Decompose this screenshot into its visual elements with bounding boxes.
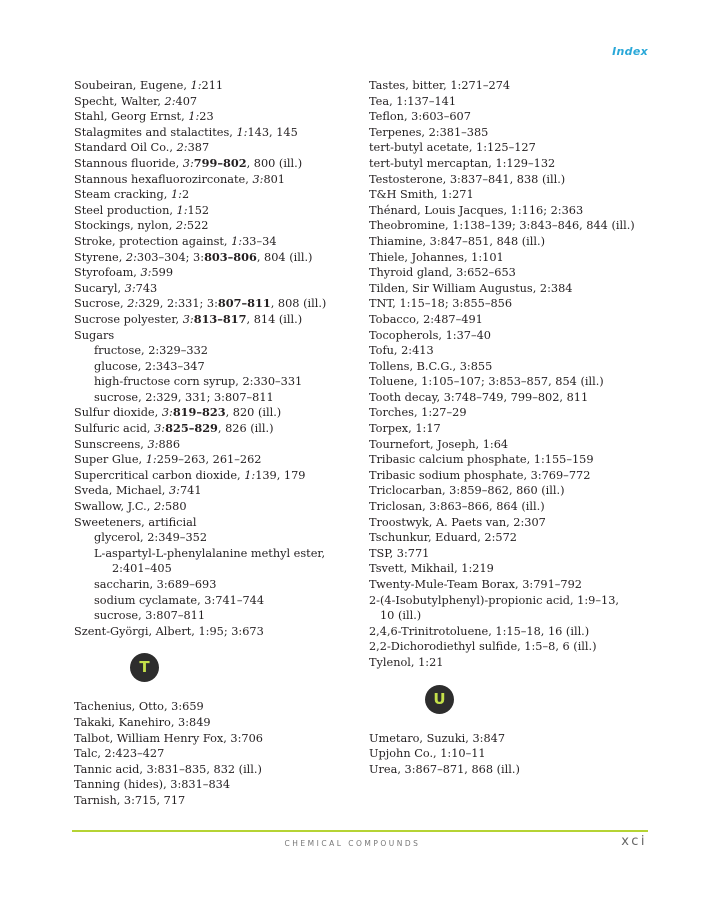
index-entry: Talbot, William Henry Fox, 3:706 (74, 731, 263, 745)
entry-rest: , 804 (ill.) (256, 250, 313, 264)
entry-vol: 3: (154, 422, 166, 436)
index-entry: Theobromine, 1:138–139; 3:843–846, 844 (ill.) (369, 219, 635, 233)
index-entry: Szent-Györgi, Albert, 1:95; 3:673 (74, 624, 264, 638)
index-entry: Tilden, Sir William Augustus, 2:384 (369, 281, 573, 295)
index-entry (74, 437, 359, 453)
index-entry (74, 483, 359, 499)
entry-vol: 3: (168, 484, 180, 498)
index-entry: 2,2-Dichorodiethyl sulfide, 1:5–8, 6 (ill.) (369, 640, 597, 654)
index-entry (74, 125, 359, 141)
index-entry: Tanning (hides), 3:831–834 (74, 778, 231, 792)
index-entry: Tofu, 2:413 (369, 344, 434, 358)
index-entry: Thiamine, 3:847–851, 848 (ill.) (369, 234, 545, 248)
index-entry: tert-butyl acetate, 1:125–127 (369, 141, 536, 155)
index-entry (74, 172, 359, 188)
letter-badge: U (425, 685, 454, 714)
entry-rest: , 800 (ill.) (246, 156, 303, 170)
index-entry: Twenty-Mule-Team Borax, 3:791–792 (369, 578, 582, 591)
entry-name: Stannous fluoride, (74, 156, 183, 170)
index-entry: Thiele, Johannes, 1:101 (369, 250, 504, 264)
index-entry: Tachenius, Otto, 3:659 (74, 700, 204, 714)
index-entry: Talc, 2:423–427 (74, 747, 165, 761)
entry-vol: 2: (164, 94, 176, 108)
index-entry: Tribasic sodium phosphate, 3:769–772 (369, 468, 591, 482)
entry-vol: 1: (145, 453, 157, 467)
index-heading: Sweeteners, artificial (74, 515, 197, 529)
entry-pages: 599 (151, 266, 174, 280)
entry-pages: 152 (187, 203, 210, 217)
entry-name: Stalagmites and stalactites, (74, 125, 237, 139)
entry-vol: 1: (170, 188, 182, 202)
index-entry: Tarnish, 3:715, 717 (74, 793, 186, 807)
entry-name: Sucaryl, (74, 281, 125, 295)
index-entry (74, 78, 359, 94)
index-entry: Testosterone, 3:837–841, 838 (ill.) (369, 172, 566, 186)
entry-name: Styrofoam, (74, 266, 141, 280)
footer-rule (72, 830, 648, 832)
entry-pages: 387 (187, 141, 210, 155)
entry-pages: 23 (199, 110, 214, 124)
entry-pages: 2 (181, 188, 190, 202)
entry-name: Sucrose polyester, (74, 312, 183, 326)
index-heading: Sugars (74, 328, 115, 342)
entry-pages: 522 (186, 219, 209, 233)
entry-vol: 1: (236, 125, 248, 139)
entry-name: Standard Oil Co., (74, 141, 177, 155)
entry-pages: 33–34 (242, 234, 277, 248)
index-entry (74, 109, 359, 125)
index-subentry: saccharin, 3:689–693 (94, 578, 217, 591)
entry-vol: 2: (175, 219, 187, 233)
index-entry (74, 234, 359, 250)
entry-vol: 1: (190, 79, 202, 92)
index-entry: Torches, 1:27–29 (369, 406, 467, 420)
entry-bold: 803–806 (204, 249, 257, 264)
entry-name: Stahl, Georg Ernst, (74, 110, 189, 124)
entry-name: Steel production, (74, 203, 177, 217)
entry-vol: 3: (147, 437, 159, 451)
index-entry: Troostwyk, A. Paets van, 2:307 (369, 515, 546, 529)
index-continuation: 10 (ill.) (380, 609, 422, 623)
index-subentry: sucrose, 2:329, 331; 3:807–811 (94, 390, 274, 404)
letter-badge: T (130, 653, 159, 682)
entry-pages: 303–304; 3: (136, 250, 205, 264)
entry-pages: 211 (201, 79, 224, 92)
entry-name: Specht, Walter, (74, 94, 165, 108)
entry-pages: 886 (158, 437, 181, 451)
index-entry: Umetaro, Suzuki, 3:847 (369, 731, 506, 745)
index-entry: Tocopherols, 1:37–40 (369, 328, 491, 342)
page-number: xci (621, 834, 647, 849)
index-subentry: high-fructose corn syrup, 2:330–331 (94, 375, 303, 389)
entry-name: Sulfuric acid, (74, 422, 155, 436)
index-entry: Tannic acid, 3:831–835, 832 (ill.) (74, 762, 262, 776)
entry-pages: 743 (135, 281, 158, 295)
footer-title: CHEMICAL COMPOUNDS (284, 839, 421, 848)
index-entry: Tsvett, Mikhail, 1:219 (369, 562, 494, 576)
index-entry (74, 312, 359, 328)
entry-name: Sucrose, (74, 297, 128, 311)
index-subentry: glycerol, 2:349–352 (94, 531, 208, 545)
index-entry: Urea, 3:867–871, 868 (ill.) (369, 762, 520, 776)
entry-name: Stannous hexafluorozirconate, (74, 172, 253, 186)
entry-vol: 3: (124, 281, 136, 295)
entry-name: Styrene, (74, 250, 126, 264)
entry-name: Swallow, J.C., (74, 500, 154, 514)
index-entry (74, 140, 359, 156)
index-entry (74, 94, 359, 110)
index-entry: Torpex, 1:17 (369, 422, 441, 436)
index-entry (74, 405, 359, 421)
index-entry: Terpenes, 2:381–385 (369, 125, 489, 139)
index-entry: TNT, 1:15–18; 3:855–856 (369, 297, 513, 311)
entry-name: Sveda, Michael, (74, 484, 169, 498)
index-entry (74, 421, 359, 437)
index-entry: Tooth decay, 3:748–749, 799–802, 811 (369, 390, 589, 404)
entry-pages: 580 (164, 500, 187, 514)
index-entry: Teflon, 3:603–607 (369, 110, 471, 124)
index-entry (74, 187, 359, 203)
index-subentry: sodium cyclamate, 3:741–744 (94, 593, 265, 607)
index-entry: Triclocarban, 3:859–862, 860 (ill.) (369, 484, 565, 498)
entry-vol: 1: (176, 203, 188, 217)
index-column-left (74, 78, 359, 809)
entry-name: Stroke, protection against, (74, 234, 232, 248)
index-entry (74, 452, 359, 468)
index-entry (74, 156, 359, 172)
entry-bold: 807–811 (217, 296, 271, 311)
entry-vol: 1: (188, 110, 200, 124)
index-entry: T&H Smith, 1:271 (369, 188, 474, 202)
index-subentry: glucose, 2:343–347 (94, 359, 205, 373)
entry-vol: 2: (127, 297, 139, 311)
entry-pages: 329, 2:331; 3: (138, 297, 218, 311)
entry-pages: 259–263, 261–262 (156, 453, 262, 467)
index-column-right (369, 78, 659, 777)
entry-vol: 3: (182, 156, 194, 170)
entry-vol: 2: (125, 250, 137, 264)
entry-pages: 741 (179, 484, 202, 498)
entry-rest: , 808 (ill.) (270, 297, 327, 311)
entry-pages: 801 (263, 172, 285, 186)
index-entry: Tribasic calcium phosphate, 1:155–159 (369, 453, 594, 467)
entry-vol: 2: (176, 141, 188, 155)
index-entry (74, 203, 359, 219)
index-entry (74, 296, 359, 312)
index-entry (74, 281, 359, 297)
running-header: Index (612, 45, 648, 58)
index-entry (74, 468, 359, 484)
entry-vol: 2: (153, 500, 165, 514)
index-entry: Tobacco, 2:487–491 (369, 312, 483, 326)
entry-vol: 3: (140, 266, 152, 280)
entry-bold: 825–829 (165, 421, 218, 436)
index-entry: Takaki, Kanehiro, 3:849 (74, 715, 211, 729)
index-entry: tert-butyl mercaptan, 1:129–132 (369, 156, 556, 170)
index-entry: Tournefort, Joseph, 1:64 (369, 437, 509, 451)
index-entry: Thyroid gland, 3:652–653 (369, 266, 516, 280)
index-entry (74, 499, 359, 515)
index-entry: Upjohn Co., 1:10–11 (369, 747, 486, 761)
entry-name: Soubeiran, Eugene, (74, 79, 191, 92)
entry-vol: 1: (231, 234, 243, 248)
entry-pages: 143, 145 (247, 125, 298, 139)
index-entry: Tylenol, 1:21 (369, 655, 444, 669)
index-subentry: L-aspartyl-L-phenylalanine methyl ester, (94, 546, 326, 560)
entry-name: Sulfur dioxide, (74, 406, 162, 420)
entry-name: Super Glue, (74, 453, 146, 467)
index-continuation: 2:401–405 (112, 562, 172, 576)
entry-name: Supercritical carbon dioxide, (74, 468, 245, 482)
entry-pages: 407 (175, 94, 198, 108)
index-entry: Toluene, 1:105–107; 3:853–857, 854 (ill.) (369, 375, 604, 389)
entry-name: Stockings, nylon, (74, 219, 176, 233)
index-entry: Tollens, B.C.G., 3:855 (369, 359, 493, 373)
index-entry (74, 218, 359, 234)
entry-bold: 819–823 (172, 405, 226, 420)
index-subentry: fructose, 2:329–332 (94, 344, 208, 358)
entry-vol: 3: (161, 406, 173, 420)
index-entry (74, 265, 359, 281)
entry-rest: , 814 (ill.) (246, 312, 303, 326)
entry-bold: 799–802 (193, 155, 247, 170)
index-subentry: sucrose, 3:807–811 (94, 609, 206, 623)
section-letter-u (369, 671, 659, 731)
index-entry (74, 250, 359, 266)
index-entry: 2-(4-Isobutylphenyl)-propionic acid, 1:9–13, (369, 593, 619, 607)
entry-vol: 3: (182, 312, 194, 326)
section-letter-t (74, 639, 359, 699)
entry-vol: 1: (244, 468, 256, 482)
index-entry: Tschunkur, Eduard, 2:572 (369, 531, 517, 545)
entry-rest: , 826 (ill.) (217, 422, 274, 436)
index-entry: Thénard, Louis Jacques, 1:116; 2:363 (369, 203, 584, 217)
entry-name: Steam cracking, (74, 188, 171, 202)
index-entry: Triclosan, 3:863–866, 864 (ill.) (369, 500, 545, 514)
entry-rest: , 820 (ill.) (225, 406, 282, 420)
entry-vol: 3: (252, 172, 264, 186)
entry-pages: 139, 179 (255, 468, 306, 482)
entry-name: Sunscreens, (74, 437, 148, 451)
entry-bold: 813–817 (193, 311, 247, 326)
index-entry: Tea, 1:137–141 (369, 94, 457, 108)
index-entry: 2,4,6-Trinitrotoluene, 1:15–18, 16 (ill.) (369, 624, 590, 638)
index-entry: Tastes, bitter, 1:271–274 (369, 79, 511, 92)
index-entry: TSP, 3:771 (369, 546, 430, 560)
